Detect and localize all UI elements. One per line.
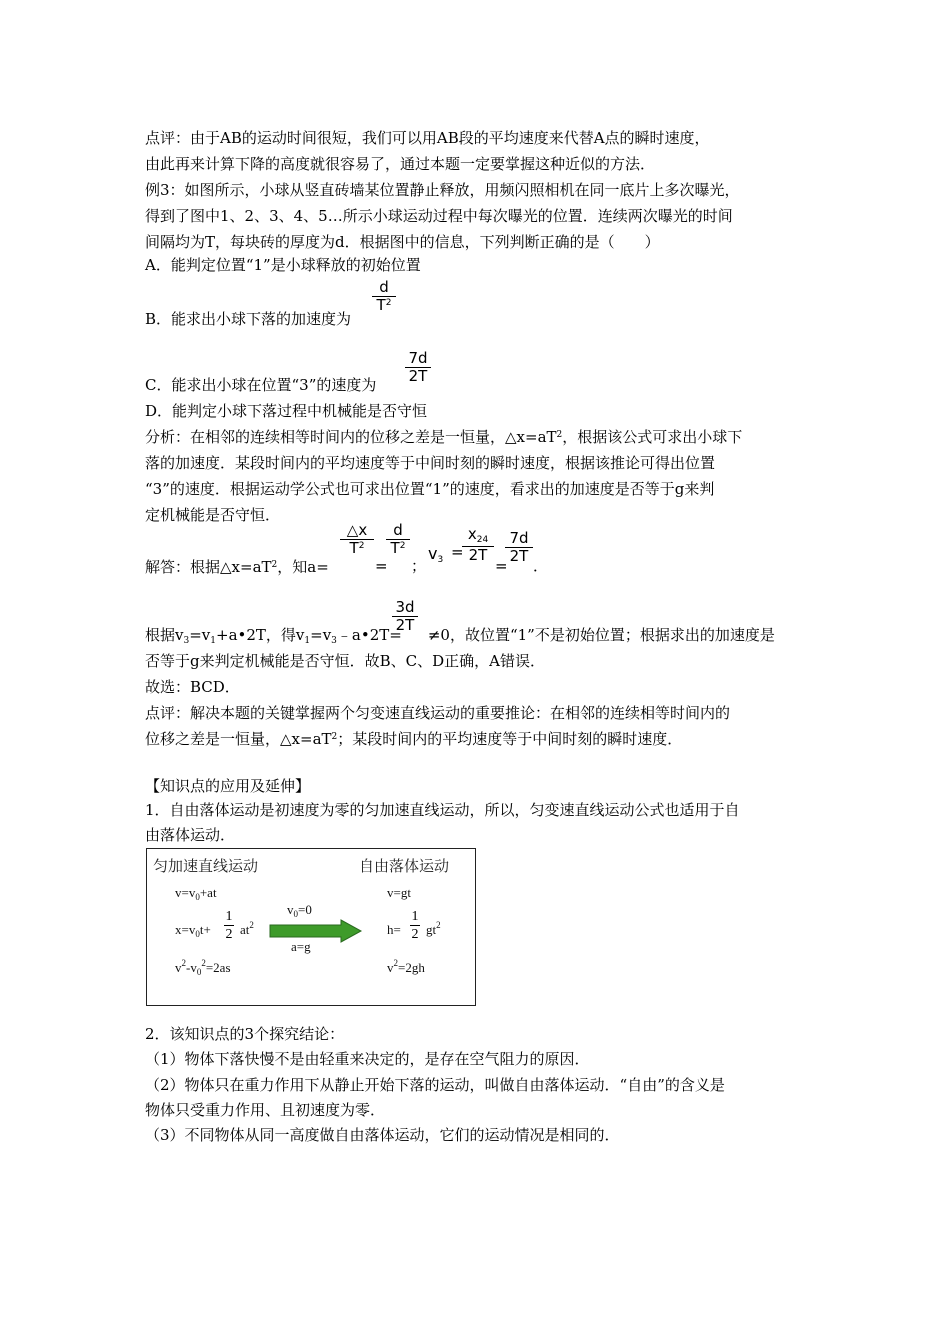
free-fall-gt2: $gt^2$	[426, 920, 441, 937]
comment-line: 位移之差是一恒量，$\triangle x=aT^2$；某段时间内的平均速度等于中间时刻的瞬时速度．	[145, 730, 683, 748]
solution-fraction-3	[462, 526, 494, 564]
option-d: D．能判定小球下落过程中机械能是否守恒	[145, 402, 428, 420]
conclusion-3: （3）不同物体从同一高度做自由落体运动，它们的运动情况是相同的．	[145, 1126, 620, 1144]
solution-fraction-5	[392, 599, 418, 634]
formula-displacement: $x=v_0t+$	[175, 922, 211, 939]
period: ．	[533, 557, 549, 575]
fraction-numerator: d	[379, 278, 389, 296]
fraction-numerator: 1	[225, 909, 233, 924]
formula-at2: $at^2$	[240, 920, 254, 937]
free-fall-velocity-squared: $v^2=2gh$	[387, 958, 425, 975]
fraction-denominator: $T^2$	[390, 539, 406, 557]
free-fall-velocity: v=gt	[387, 885, 411, 900]
solution-fraction-1	[340, 522, 374, 557]
fraction-numerator: 7d	[408, 349, 428, 367]
equals-sign: =	[451, 543, 464, 561]
left-title: 匀加速直线运动	[153, 857, 259, 875]
v3-symbol: $v_3$	[428, 544, 444, 565]
option-c: C．能求出小球在位置“3”的速度为	[145, 376, 377, 394]
fraction-denominator: 2T	[509, 547, 529, 565]
fraction-numerator: 3d	[395, 598, 415, 616]
semicolon: ；	[411, 557, 427, 575]
option-c-fraction	[405, 350, 431, 385]
right-arrow-icon	[269, 919, 363, 943]
fraction-denominator: 2T	[408, 367, 428, 385]
fraction-numerator: 7d	[509, 529, 529, 547]
example-line: 例3：如图所示，小球从竖直砖墙某位置静止释放，用频闪照相机在同一底片上多次曝光，	[145, 181, 740, 199]
analysis-line: 分析：在相邻的连续相等时间内的位移之差是一恒量，$\triangle x=aT^2$，根据该公式可求出小球下	[145, 428, 743, 446]
solution-line: 否等于g来判定机械能是否守恒．故B、C、D正确，A错误．	[145, 652, 545, 670]
example-line: 得到了图中1、2、3、4、5…所示小球运动过程中每次曝光的位置．连续两次曝光的时间	[145, 207, 733, 225]
solution-fraction-2	[386, 522, 410, 557]
fraction-denominator: $T^2$	[376, 296, 392, 314]
comment-line: 点评：解决本题的关键掌握两个匀变速直线运动的重要推论：在相邻的连续相等时间内的	[145, 704, 731, 722]
conclusion-2-cont: 物体只受重力作用、且初速度为零．	[145, 1101, 386, 1119]
condition-v0: $v_0=0$	[287, 902, 312, 919]
half-fraction	[410, 908, 420, 943]
solution-fraction-4	[505, 530, 533, 565]
answer-line: 故选：BCD．	[145, 678, 240, 696]
solution-prefix: 解答：根据$\triangle x=aT^2$，知a=	[145, 558, 329, 576]
knowledge-line: 1．自由落体运动是初速度为零的匀加速直线运动，所以，匀变速直线运动公式也适用于自	[145, 801, 740, 819]
formula-velocity: $v=v_0+at$	[175, 885, 217, 902]
comment-line: 点评：由于AB的运动时间很短，我们可以用AB段的平均速度来代替A点的瞬时速度，	[145, 129, 710, 147]
half-fraction	[224, 908, 234, 943]
equals-sign: =	[495, 557, 508, 575]
solution-line: 根据$v_3=v_1+a•2T$，得$v_1=v_3﹣a•2T= \ne 0$，故位置“1”不是初始位置；根据求出的加速度是	[145, 626, 775, 646]
fraction-numerator: d	[393, 521, 403, 539]
section-heading: 【知识点的应用及延伸】	[145, 777, 311, 795]
condition-a-equals-g: a=g	[291, 939, 311, 954]
fraction-denominator: 2	[411, 927, 419, 942]
formula-comparison-diagram	[146, 848, 476, 1006]
option-b: B．能求出小球下落的加速度为	[145, 310, 352, 328]
fraction-numerator: 1	[411, 909, 419, 924]
free-fall-height-prefix: h=	[387, 922, 401, 937]
right-title: 自由落体运动	[359, 857, 450, 875]
knowledge-line: 由落体运动．	[145, 826, 236, 844]
fraction-denominator: $T^2$	[349, 539, 365, 557]
example-line: 间隔均为T，每块砖的厚度为d．根据图中的信息，下列判断正确的是（ ）	[145, 233, 660, 251]
formula-velocity-squared: $v^2-v_0^2=2as$	[175, 958, 231, 977]
comment-line: 由此再来计算下降的高度就很容易了，通过本题一定要掌握这种近似的方法．	[145, 155, 656, 173]
equals-sign: =	[375, 557, 388, 575]
option-a: A．能判定位置“1”是小球释放的初始位置	[145, 256, 421, 274]
conclusion-1: （1）物体下落快慢不是由轻重来决定的，是存在空气阻力的原因．	[145, 1050, 590, 1068]
analysis-line: 定机械能是否守恒．	[145, 506, 281, 524]
arrow-shape	[270, 920, 361, 942]
fraction-numerator: $x_{24}$	[467, 525, 489, 545]
fraction-denominator: 2T	[395, 616, 415, 634]
analysis-line: 落的加速度．某段时间内的平均速度等于中间时刻的瞬时速度，根据该推论可得出位置	[145, 454, 716, 472]
option-b-fraction	[372, 279, 396, 314]
analysis-line: “3”的速度．根据运动学公式也可求出位置“1”的速度，看求出的加速度是否等于g来判	[145, 480, 715, 498]
knowledge-line: 2．该知识点的3个探究结论：	[145, 1025, 345, 1043]
fraction-denominator: 2T	[468, 546, 488, 564]
fraction-denominator: 2	[225, 927, 233, 942]
fraction-numerator: △x	[346, 521, 368, 539]
conclusion-2: （2）物体只在重力作用下从静止开始下落的运动，叫做自由落体运动．“自由”的含义是	[145, 1076, 725, 1094]
